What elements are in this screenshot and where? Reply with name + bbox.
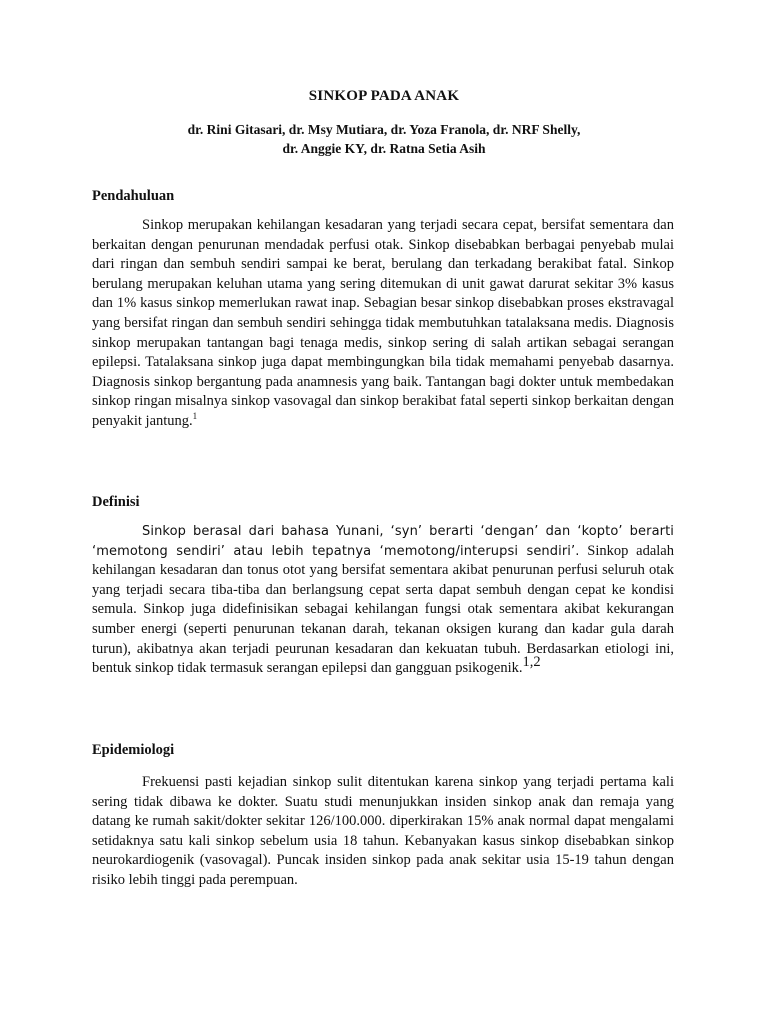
reference-marker: 1,2: [522, 654, 541, 671]
paragraph-epidemiologi: [92, 773, 674, 891]
paragraph-text-part-1: Sinkop berasal dari bahasa Yunani, ‘syn’ berarti ‘dengan’ dan ‘kopto’ berarti ‘memotong sendiri’ atau lebih tepatnya ‘memotong/interupsi sendiri’.: [92, 524, 674, 559]
author-list: [0, 120, 768, 158]
paragraph-text-part-2: Sinkop adalah kehilangan kesadaran dan tonus otot yang bersifat sementara akibat penurunan perfusi seluruh otak yang terjadi secara tiba-tiba dan berlangsung cepat serta dapat sembuh dengan cepat ke kondisi semula. Sinkop juga didefinisikan sebagai kehilangan fungsi otak sementara akibat kekurangan sumber energi (seperti penurunan tekanan darah, tekanan oksigen kurang dan kadar gula darah turun), akibatnya akan terjadi peurunan kesadaran dan kekuatan tubuh. Berdasarkan etiologi ini, bentuk sinkop tidak termasuk serangan epilepsi dan gangguan psikogenik.: [92, 542, 674, 677]
authors-line-1: dr. Rini Gitasari, dr. Msy Mutiara, dr. Yoza Franola, dr. NRF Shelly,: [187, 122, 581, 137]
paragraph-text: Sinkop merupakan kehilangan kesadaran yang terjadi secara cepat, bersifat sementara dan berkaitan dengan penurunan mendadak perfusi otak. Sinkop disebabkan berbagai penyebab mulai dari ringan dan sembuh sendiri sampai ke berat, berulang dan terkadang berakibat fatal. Sinkop berulang merupakan keluhan utama yang sering ditemukan di unit gawat darurat sekitar 3% kasus dan 1% kasus sinkop memerlukan rawat inap. Sebagian besar sinkop disebabkan proses ekstravagal yang bersifat ringan dan sembuh sendiri sehingga tidak membutuhkan tatalaksana medis. Diagnosis sinkop merupakan tantangan bagi tenaga medis, sinkop sering di salah artikan sebagai serangan epilepsi. Tatalaksana sinkop juga dapat membingungkan bila tidak memahami penyebab dasarnya. Diagnosis sinkop bergantung pada anamnesis yang baik. Tantangan bagi dokter untuk membedakan sinkop ringan misalnya sinkop vasovagal dan sinkop berakibat fatal seperti sinkop berkaitan dengan penyakit jantung.: [92, 217, 674, 429]
authors-line-2: dr. Anggie KY, dr. Ratna Setia Asih: [282, 141, 486, 156]
paragraph-definisi: [92, 522, 674, 679]
paragraph-text: Frekuensi pasti kejadian sinkop sulit ditentukan karena sinkop yang terjadi pertama kali sering tidak dibawa ke dokter. Suatu studi menunjukkan insiden sinkop anak dan remaja yang datang ke rumah sakit/dokter sekitar 126/100.000. diperkirakan 15% anak normal dapat mengalami setidaknya satu kali sinkop sebelum usia 18 tahun. Kebanyakan kasus sinkop disebabkan sinkop neurokardiogenik (vasovagal). Puncak insiden sinkop pada anak sekitar usia 15-19 tahun dengan risiko lebih tinggi pada perempuan.: [92, 774, 674, 888]
paragraph-pendahuluan: [92, 216, 674, 432]
section-heading-definisi: Definisi: [92, 494, 140, 510]
section-heading-pendahuluan: Pendahuluan: [92, 188, 175, 204]
reference-marker: 1: [192, 410, 198, 421]
page-title: SINKOP PADA ANAK: [308, 88, 460, 104]
section-heading-epidemiologi: Epidemiologi: [92, 742, 175, 758]
